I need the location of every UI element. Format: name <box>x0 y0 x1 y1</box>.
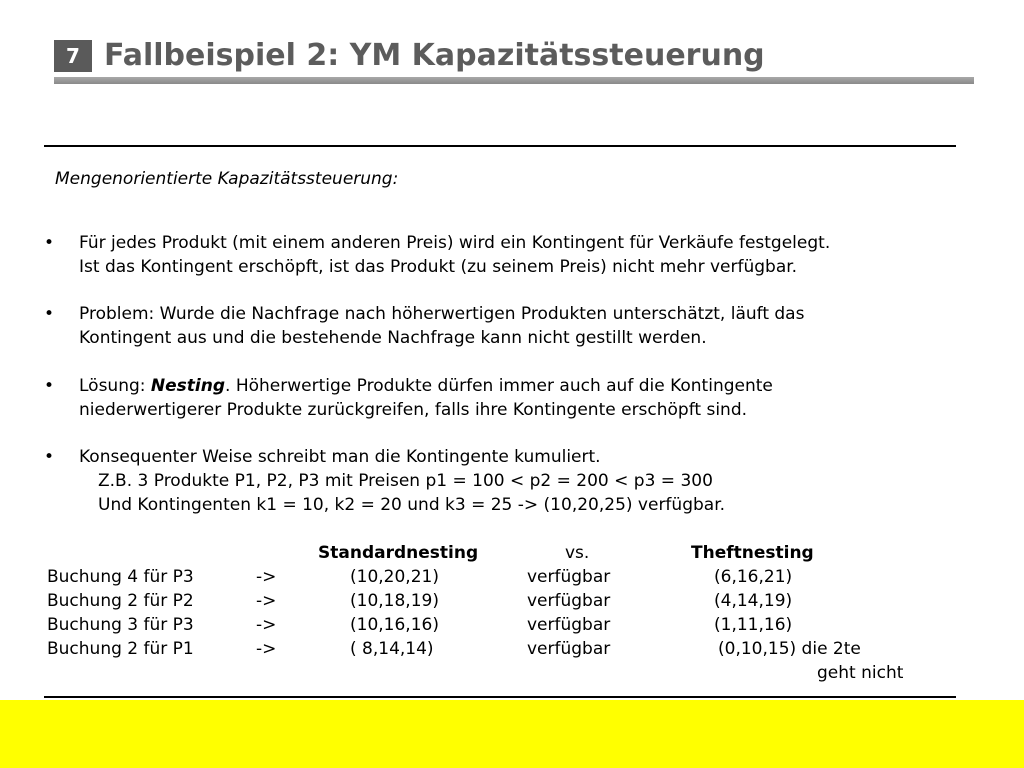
bullet-1-line-1: Für jedes Produkt (mit einem anderen Preis) wird ein Kontingent für Verkäufe festgelegt. <box>79 233 831 253</box>
standard-value: (10,18,19) <box>350 591 439 611</box>
bottom-divider <box>44 696 956 698</box>
footer-band <box>0 700 1024 768</box>
booking-label: Buchung 2 für P1 <box>47 639 194 659</box>
standardnesting-header: Standardnesting <box>318 543 479 563</box>
bullet-marker: • <box>44 233 55 253</box>
section-subtitle: Mengenorientierte Kapazitätssteuerung: <box>55 169 399 189</box>
standard-value: (10,16,16) <box>350 615 439 635</box>
theft-value: (1,11,16) <box>714 615 793 635</box>
theftnesting-header: Theftnesting <box>691 543 814 563</box>
booking-label: Buchung 2 für P2 <box>47 591 194 611</box>
bullet-4-line-1: Konsequenter Weise schreibt man die Kontingente kumuliert. <box>79 447 601 467</box>
theft-value: (4,14,19) <box>714 591 793 611</box>
solution-text: . Höherwertige Produkte dürfen immer auch auf die Kontingente <box>225 376 773 396</box>
availability-status: verfügbar <box>527 615 611 635</box>
solution-label: Lösung: <box>79 376 151 396</box>
standard-value: ( 8,14,14) <box>350 639 434 659</box>
arrow-label: -> <box>256 615 277 635</box>
bullet-3-line-1 <box>79 374 773 398</box>
bullet-4-line-2: Z.B. 3 Produkte P1, P2, P3 mit Preisen p1 = 100 < p2 = 200 < p3 = 300 <box>98 471 713 491</box>
booking-label: Buchung 3 für P3 <box>47 615 194 635</box>
top-divider <box>44 145 956 147</box>
bullet-1-line-2: Ist das Kontingent erschöpft, ist das Produkt (zu seinem Preis) nicht mehr verfügbar. <box>79 257 798 277</box>
theft-value: (6,16,21) <box>714 567 793 587</box>
slide-number-badge: 7 <box>54 40 92 72</box>
slide-title: Fallbeispiel 2: YM Kapazitätssteuerung <box>104 38 765 73</box>
bullet-marker: • <box>44 447 55 467</box>
bullet-marker: • <box>44 304 55 324</box>
versus-label: vs. <box>565 543 590 563</box>
standard-value: (10,20,21) <box>350 567 439 587</box>
availability-status: verfügbar <box>527 591 611 611</box>
title-underline-bar <box>54 77 974 84</box>
arrow-label: -> <box>256 639 277 659</box>
theft-value: (0,10,15) die 2te <box>718 639 861 659</box>
bullet-4-line-3: Und Kontingenten k1 = 10, k2 = 20 und k3 = 25 -> (10,20,25) verfügbar. <box>98 495 726 515</box>
theft-note: geht nicht <box>817 663 904 683</box>
nesting-term: Nesting <box>150 376 226 396</box>
availability-status: verfügbar <box>527 567 611 587</box>
availability-status: verfügbar <box>527 639 611 659</box>
booking-label: Buchung 4 für P3 <box>47 567 194 587</box>
bullet-2-line-2: Kontingent aus und die bestehende Nachfrage kann nicht gestillt werden. <box>79 328 707 348</box>
bullet-2-line-1: Problem: Wurde die Nachfrage nach höherwertigen Produkten unterschätzt, läuft das <box>79 304 805 324</box>
bullet-marker: • <box>44 376 55 396</box>
bullet-3-line-2: niederwertigerer Produkte zurückgreifen, falls ihre Kontingente erschöpft sind. <box>79 400 748 420</box>
arrow-label: -> <box>256 591 277 611</box>
arrow-label: -> <box>256 567 277 587</box>
